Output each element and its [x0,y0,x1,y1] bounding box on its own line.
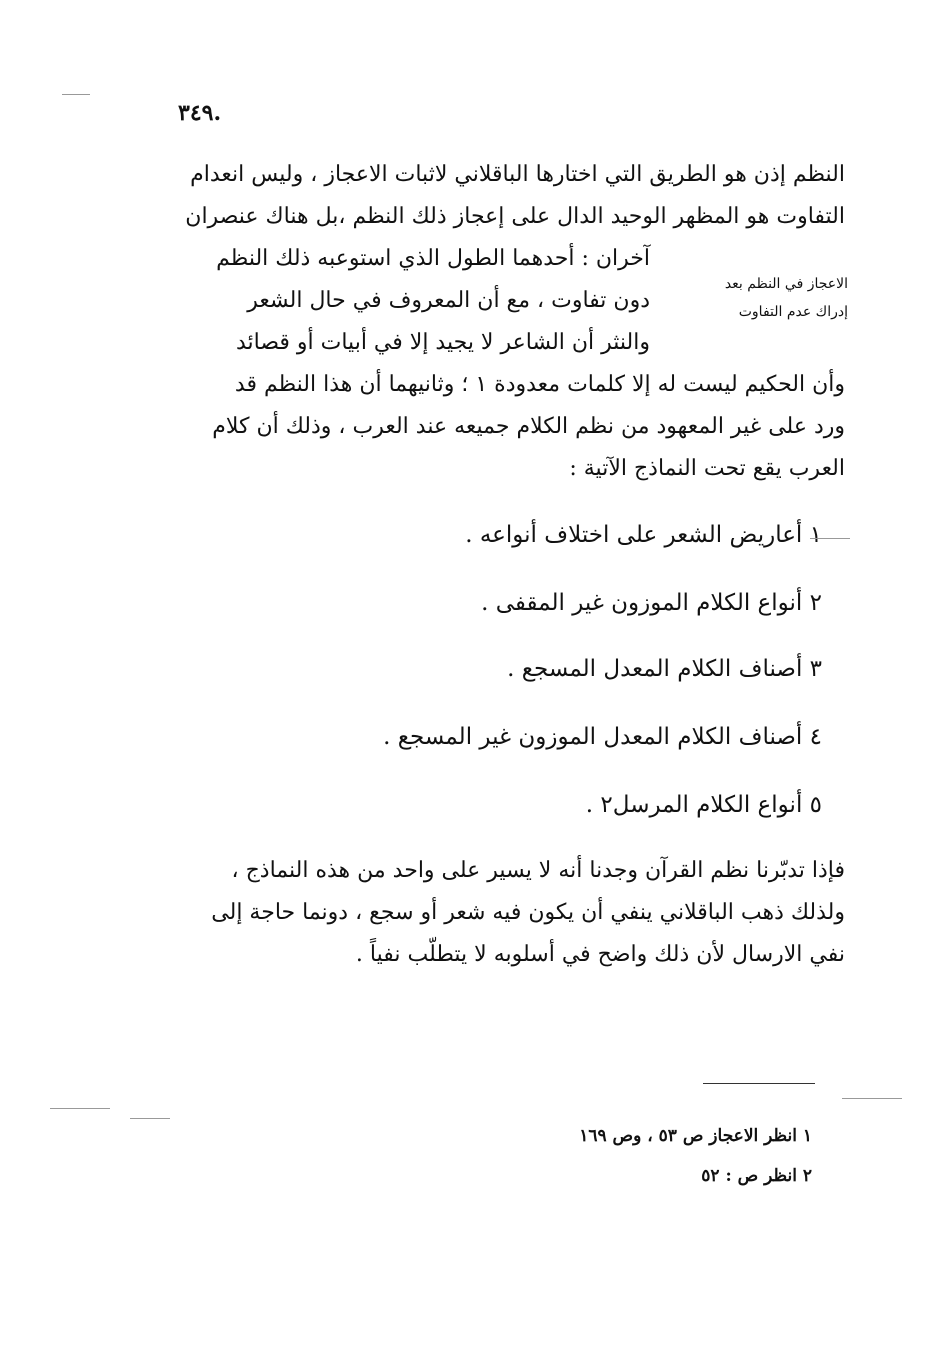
list-item: ٤ أصناف الكلام المعدل الموزون غير المسجع . [383,724,822,750]
paragraph-line: دون تفاوت ، مع أن المعروف في حال الشعر [247,288,650,313]
paragraph-line: آخران : أحدهما الطول الذي استوعبه ذلك النظم [216,246,650,271]
paragraph-line: النظم إذن هو الطريق التي اختارها الباقلاني لاثبات الاعجاز ، وليس انعدام [190,162,845,187]
scan-mark [130,1118,170,1119]
margin-note [700,270,848,326]
paragraph-line: ورد على غير المعهود من نظم الكلام جميعه عند العرب ، وذلك أن كلام [212,414,845,439]
footnote-rule [703,1083,815,1084]
margin-note-line: إدراك عدم التفاوت [738,304,848,320]
paragraph-line: والنثر أن الشاعر لا يجيد إلا في أبيات أو قصائد [235,330,650,355]
footnote: ٢ انظر ص : ٥٢ [701,1166,812,1186]
list-item: ١ أعاريض الشعر على اختلاف أنواعه . [465,522,822,548]
paragraph-line: وأن الحكيم ليست له إلا كلمات معدودة ١ ؛ وثانيهما أن هذا النظم قد [234,372,845,397]
paragraph-line: ولذلك ذهب الباقلاني ينفي أن يكون فيه شعر أو سجع ، دونما حاجة إلى [211,900,845,925]
scan-mark [62,94,90,95]
list-item: ٥ أنواع الكلام المرسل٢ . [585,792,822,818]
scan-mark [50,1108,110,1109]
paragraph-line: العرب يقع تحت النماذج الآتية : [569,456,845,481]
list-item: ٣ أصناف الكلام المعدل المسجع . [507,656,822,682]
paragraph-line: نفي الارسال لأن ذلك واضح في أسلوبه لا يتطلّب نفياً . [355,942,845,967]
margin-note-line: الاعجاز في النظم بعد [724,276,848,292]
scan-mark [810,538,850,539]
footnote: ١ انظر الاعجاز ص ٥٣ ، وص ١٦٩ [579,1126,812,1146]
page-number: ٣٤٩. [178,100,222,126]
paragraph-line: التفاوت هو المظهر الوحيد الدال على إعجاز ذلك النظم ،بل هناك عنصران [185,204,845,229]
paragraph-line: فإذا تدبّرنا نظم القرآن وجدنا أنه لا يسير على واحد من هذه النماذج ، [231,858,845,883]
list-item: ٢ أنواع الكلام الموزون غير المقفى . [481,590,822,616]
scan-mark [842,1098,902,1099]
